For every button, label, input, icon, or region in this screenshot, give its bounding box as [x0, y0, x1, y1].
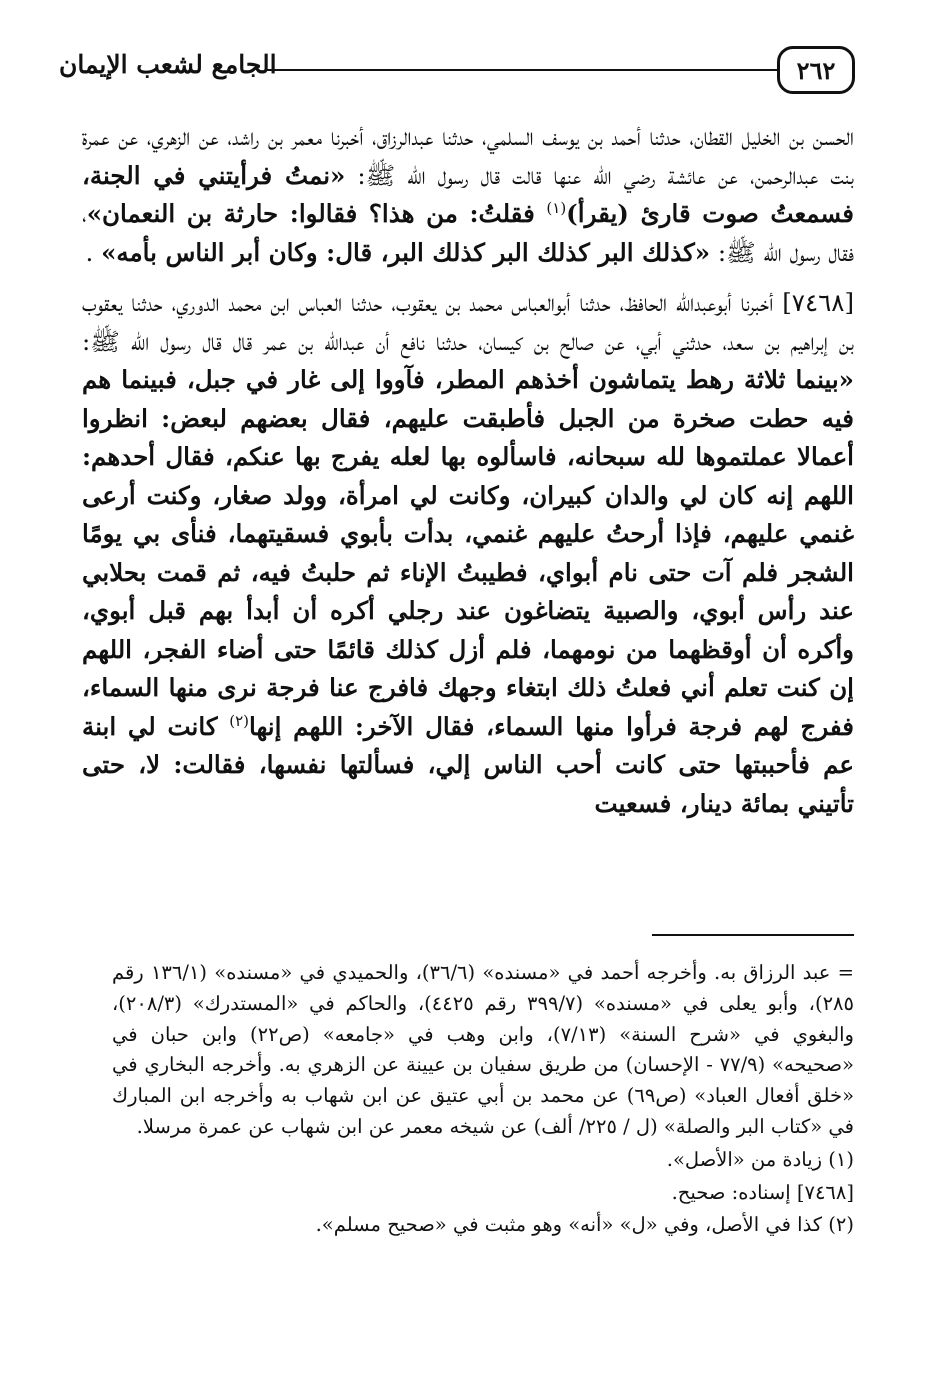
page-header — [55, 40, 855, 100]
hadith-text: «كذلك البر كذلك البر كذلك البر، قال: وكان أبر الناس بأمه» — [101, 237, 711, 267]
header-rule — [265, 69, 777, 71]
main-text — [82, 118, 854, 823]
footnote-ref-1: (١) — [546, 198, 567, 217]
text-segment: الحسن بن الخليل القطان، حدثنا أحمد بن يوسف السلمي، حدثنا عبدالرزاق، أخبرنا معمر بن راشد، عن الزهري، عن عمرة بنت عبدالرحمن، عن عائشة رضي الله عنها قالت قال رسول الله ﷺ: — [82, 122, 854, 190]
hadith-text: «نمتُ فرأيتني في الجنة، فسمعتُ صوت قارئ (يقرأ) — [82, 160, 854, 228]
page-number: ٢٦٢ — [777, 46, 855, 94]
hadith-text: «بينما ثلاثة رهط يتماشون أخذهم المطر، فآووا إلى غار في جبل، فبينما هم فيه حطت صخرة من الجبل فأطبقت عليهم، فقال بعضهم لبعض: انظروا أعمالا عملتموها لله سبحانه، فاسألوه بها لعله يفرج بها عنكم، فقال أحدهم: اللهم إنه كان لي والدان كبيران، وكانت لي امرأة، وولد صغار، وكنت أرعى غنمي عليهم، فإذا أرحتُ عليهم غنمي، بدأت بأبوي فسقيتهما، فنأى بي يومًا الشجر فلم آت حتى نام أبواي، فطيبتُ الإناء ثم حلبتُ فيه، ثم قمت بحلابي عند رأس أبوي، والصبية يتضاغون عند رجلي أكره أن أبدأ بهم قبل أبوي، وأكره أن أوقظهما من نومهما، فلم أزل كذلك قائمًا حتى أضاء الفجر، اللهم إن كنت تعلم أني فعلتُ ذلك ابتغاء وجهك فافرج عنا فرجة نرى منها السماء، ففرج لهم فرجة فرأوا منها السماء، فقال الآخر: اللهم إنها — [82, 365, 854, 741]
footnote-1: (١) زيادة من «الأصل». — [666, 1147, 854, 1171]
text-segment: ، فقال رسول الله ﷺ: — [82, 199, 854, 267]
footnotes — [112, 958, 854, 1241]
hadith-text: كانت لي ابنة عم فأحببتها حتى كانت أحب الناس إلي، فسألتها نفسها، فقالت: لا، حتى تأتيني بمائة دينار، فسعيت — [82, 711, 854, 818]
footnote-ref-2: (٢) — [229, 711, 250, 730]
isnad-note: [٧٤٦٨] إسناده: صحيح. — [671, 1180, 854, 1204]
text-segment: . — [85, 237, 102, 267]
paragraph-hadith-7468 — [82, 284, 854, 823]
footnote-separator — [652, 934, 854, 936]
paragraph-hadith-7467 — [82, 118, 854, 272]
hadith-text: فقلتُ: من هذا؟ فقالوا: حارثة بن النعمان» — [86, 199, 547, 228]
footnote-continued: = عبد الرزاق به. وأخرجه أحمد في «مسنده» (٣٦/٦)، والحميدي في «مسنده» (١٣٦/١ رقم ٢٨٥)، وأبو يعلى في «مسنده» (٣٩٩/٧ رقم ٤٤٢٥)، والحاكم في «المستدرك» (٢٠٨/٣)، والبغوي في «شرح السنة» (٧/١٣)، وابن وهب في «جامعه» (ص٢٢) وابن حبان في «صحيحه» (٧٧/٩ - الإحسان) من طريق سفيان بن عيينة عن الزهري به. وأخرجه البخاري في «خلق أفعال العباد» (ص٦٩) عن محمد بن أبي عتيق عن ابن شهاب به وأخرجه ابن المبارك في «كتاب البر والصلة» (ل / ٢٢٥/ ألف) عن شيخه معمر عن ابن شهاب عن عمرة مرسلا. — [112, 961, 855, 1138]
text-segment: [٧٤٦٨] أخبرنا أبوعبدالله الحافظ، حدثنا أبوالعباس محمد بن يعقوب، حدثنا العباس ابن محمد الدوري، حدثنا يعقوب بن إبراهيم بن سعد، حدثني أبي، عن صالح بن كيسان، حدثنا نافع أن عبدالله بن عمر قال قال رسول الله ﷺ: — [82, 288, 854, 356]
book-title: الجامع لشعب الإيمان — [59, 50, 277, 79]
footnote-2: (٢) كذا في الأصل، وفي «ل» «أنه» وهو مثبت في «صحيح مسلم». — [315, 1213, 854, 1237]
